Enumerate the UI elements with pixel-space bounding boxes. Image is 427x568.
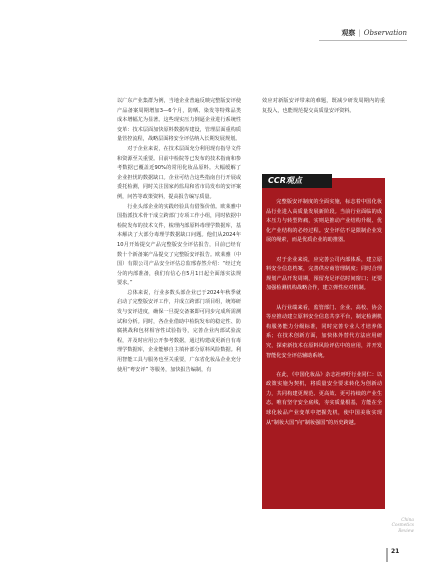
ccr-paragraph: 在此，《中国化妆品》杂志社呼吁行业同仁：以政策实施为契机，将质量安全要求转化为创新动力，共同构建更规范、更高效、更可持续的产业生态。唯有坚守安全底线，夯实质量根基，方能在全球化妆品产业变革中把握先机，使中国美妆实现从“制妆大国”向“制妆强国”的历史跨越。 [266,371,382,426]
header-divider [319,40,407,41]
ccr-label-tag [262,174,332,188]
left-column [117,97,241,375]
magazine-name: China Cosmetics Review [391,518,414,534]
paragraph: 行业头部企业的实践经验具有借鉴价值。欧莱雅中国指派技术骨干成立跨部门专项工作小组，同时依据中检院发布的技术文件，梳理内部原料毒理学数据库，基本解决了大部分毒理学数据缺口问题。他们从2024年10月开始提交产品完整版安全评估报告，目前已经有数十个新备案产品提交了完整版安评报告。欧莱雅（中国）有限公司产品安全评估总监邢春然介绍：“经过充分的内部准备，我们有信心自5月1日起全面落实法规要求。” [117,203,241,287]
ccr-label: CCR观点 [268,176,302,185]
section-header [341,28,407,38]
section-title-cn: 观察 [341,29,356,37]
section-title-en: Observation [363,29,407,37]
right-column [262,97,385,116]
paragraph: 以广东产业集群为例，当地企业普遍反映完整版安评使产品备案周期增加3—6个月，防晒、染发等特殊品类成本增幅尤为显著。这些现实压力倒逼企业进行系统性变革：技术层面加快原料数据库建设，管理层面重构质量管控流程，战略层面将安全评估纳入长期发展规划。 [117,98,241,143]
footer-bar [386,548,388,562]
paragraph: 对于企业来说，在技术层面充分利用现有指导文件和资源至关重要。目前中检院等已发布的技术指南和参考数据已覆盖近90%的常用化妆品原料。大幅缓解了企业担忧的数据缺口。企业可结合这些指南自行开展或委托检测，同时关注国家药监局和省市局发布的安评案例，问答等政策资料，提高报告编写质量。 [117,145,241,200]
ccr-paragraph: 从行业端来看，监管部门、企业、高校、协会等应推动建立原料安全信息共享平台，制定检测机构服务能力分级标准，同时完善专业人才培养体系；在技术创新方面，加快体外替代方法应用研究，探索新技术在原料风险评估中的应用，并开发智能化安全评估辅助系统。 [266,304,382,359]
paragraph: 总体来说，行业多数头部企业已于2024年秋季就启动了完整版安评工作，并成立跨部门项目组，统筹研发与安评进度，确保一旦提交备案即可同步完成所需测试和分析。同时，各企业借助中检院发布的稳定性、防腐挑战和包材相容性试验指导，完善企业内部试验流程，并及时应用公开参考数据，通过构建或更新自有毒理学数据库，企业能够自主填补部分原料风险数据。利用智能工具与服务也至关重要，广东省化妆品企业充分使用“粤安评” 等服务，加快报告编制，有 [117,289,241,373]
page-number: 21 [391,548,400,555]
ccr-opinion-text [266,198,382,428]
ccr-paragraph: 完整版安评制度的全面实施，标志着中国化妆品行业进入高质量发展新阶段。当前行业面临的成本压力与转型阵痛，实则是推动产业结构升级、优化产业结构的必经过程。安全评估不是限制企业发展的绳索，而是优质企业的助推器。 [266,199,382,244]
paragraph: 效应对新版安评带来的难题，既减少研发周期内的重复投入，也能规范提交高质量安评资料。 [262,98,385,114]
ccr-paragraph: 对于企业来说，应完善公司内部体系，建立原料安全信息档案，完善供应商管理制度；同时合理规划产品开发周期，预留充足评估时间窗口；还要加强检测机构战略合作，建立弹性应对机制。 [266,256,382,292]
section-separator: | [358,29,361,37]
